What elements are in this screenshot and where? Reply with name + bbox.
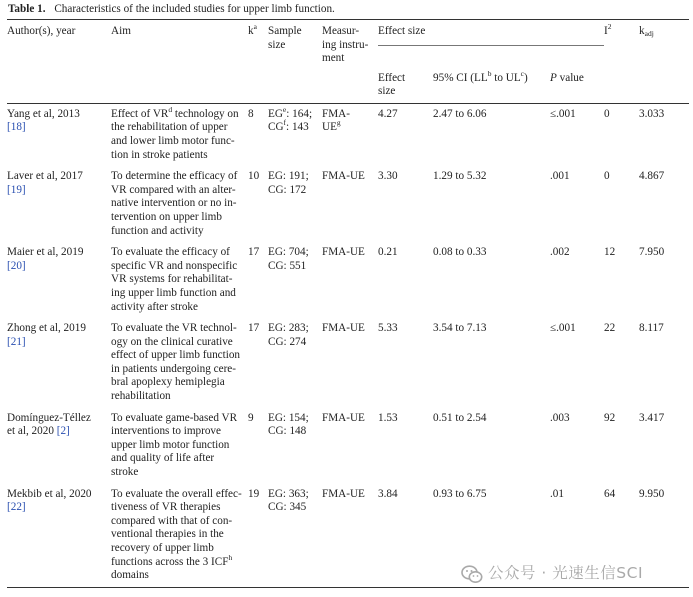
header-aim: Aim xyxy=(111,20,248,104)
studies-table xyxy=(7,19,689,588)
header-row-1 xyxy=(7,20,689,46)
header-i2: $I^2$ xyxy=(604,20,639,104)
author-cell: Yang et al, 2013 [18] xyxy=(7,107,80,134)
kadj-cell: 3.033 xyxy=(639,107,665,120)
header-p-value: P value xyxy=(550,45,604,103)
kadj-cell: 9.950 xyxy=(639,484,689,588)
author-cell: Mekbib et al, 2020 [22] xyxy=(7,484,111,588)
i2-cell: 0 xyxy=(604,170,610,183)
table-caption xyxy=(8,2,688,16)
reference-link[interactable]: [20] xyxy=(7,259,26,272)
aim-cell: To determine the efficacy of VR compared with an alter- native intervention or no in- tervention on upper limb function and activity xyxy=(111,170,238,237)
header-measuring-instrument: Measur- ing instru- ment xyxy=(322,20,378,104)
k-cell: 17 xyxy=(248,246,260,259)
table-title: Characteristics of the included studies for upper limb function. xyxy=(54,3,335,15)
aim-cell: To evaluate the VR technol- ogy on the clinical curative effect of upper limb function in patients undergoing cere- bral apoplexy hemiplegia rehabilitation xyxy=(111,322,241,403)
author-cell: Zhong et al, 2019 [21] xyxy=(7,322,86,348)
ci-cell: 1.29 to 5.32 xyxy=(433,170,487,183)
kadj-cell: 7.950 xyxy=(639,246,665,259)
p-cell: .01 xyxy=(550,484,604,588)
ci-cell: 0.51 to 2.54 xyxy=(433,411,487,424)
table-row xyxy=(7,408,689,484)
header-effect-size-group: Effect size xyxy=(378,20,604,46)
aim-cell: To evaluate the overall effec- tiveness of VR therapies compared with that of con- ventional therapies in the recovery of upper limb functions across the 3 ICF$^h$ domains xyxy=(111,484,248,588)
author-cell: Domínguez-Téllez et al, 2020 [2] xyxy=(7,411,91,438)
measure-cell: FMA-UE xyxy=(322,484,378,588)
author-cell: Laver et al, 2017 [19] xyxy=(7,170,83,196)
aim-cell: To evaluate game-based VR interventions to improve upper limb motor function and quality of life after stroke xyxy=(111,411,238,479)
ci-cell: 2.47 to 6.06 xyxy=(433,107,487,120)
sample-cell: EG: 704; CG: 551 xyxy=(268,246,309,272)
table-row xyxy=(7,318,689,408)
header-sample-size: Sample size xyxy=(268,20,322,104)
table-row xyxy=(7,242,689,318)
sample-cell: $EG^e$: 164; $CG^f$: 143 xyxy=(268,104,313,134)
header-ci: 95% CI ($LL^b$ to $UL^c$) xyxy=(433,45,550,103)
header-effect-size: Effect size xyxy=(378,45,433,103)
i2-cell: 64 xyxy=(604,484,639,588)
effect-cell: 3.84 xyxy=(378,484,433,588)
measure-cell: FMA-UE xyxy=(322,322,365,335)
k-cell: 10 xyxy=(248,170,260,183)
aim-cell: To evaluate the efficacy of specific VR and nonspecific VR systems for rehabilitat- ing upper limb function and activity after stroke xyxy=(111,246,238,313)
header-author: Author(s), year xyxy=(7,20,111,104)
sample-cell: EG: 283; CG: 274 xyxy=(268,322,309,348)
p-cell: .001 xyxy=(550,170,570,183)
reference-link[interactable]: [18] xyxy=(7,121,26,134)
measure-cell: FMA-UE xyxy=(322,170,365,183)
ci-cell: 3.54 to 7.13 xyxy=(433,322,487,335)
table-row xyxy=(7,166,689,242)
k-cell: 19 xyxy=(248,484,268,588)
ci-cell: 0.93 to 6.75 xyxy=(433,484,550,588)
effect-cell: 0.21 xyxy=(378,246,398,259)
measure-cell: FMA-UE xyxy=(322,246,365,259)
reference-link[interactable]: [2] xyxy=(56,425,70,438)
sample-cell: EG: 154; CG: 148 xyxy=(268,411,309,438)
k-cell: 17 xyxy=(248,322,260,335)
watermark-text: 公众号 · 光速生信SCI xyxy=(488,564,644,583)
effect-cell: 1.53 xyxy=(378,411,398,424)
effect-cell: 5.33 xyxy=(378,322,398,335)
table-row xyxy=(7,103,689,166)
author-cell: Maier et al, 2019 [20] xyxy=(7,246,84,272)
effect-cell: 4.27 xyxy=(378,107,398,120)
p-cell: .003 xyxy=(550,411,570,424)
measure-cell: FMA- $UE^g$ xyxy=(322,107,350,134)
kadj-cell: 3.417 xyxy=(639,411,665,424)
p-cell: ≤.001 xyxy=(550,107,576,120)
effect-cell: 3.30 xyxy=(378,170,398,183)
p-cell: ≤.001 xyxy=(550,322,576,335)
k-cell: 8 xyxy=(248,107,254,120)
kadj-cell: 8.117 xyxy=(639,322,664,335)
reference-link[interactable]: [21] xyxy=(7,335,26,348)
wechat-icon xyxy=(461,565,483,584)
kadj-cell: 4.867 xyxy=(639,170,665,183)
reference-link[interactable]: [19] xyxy=(7,183,26,196)
table-number: Table 1. xyxy=(8,3,46,15)
measure-cell: FMA-UE xyxy=(322,411,365,424)
reference-link[interactable]: [22] xyxy=(7,501,26,514)
k-cell: 9 xyxy=(248,411,254,424)
ci-cell: 0.08 to 0.33 xyxy=(433,246,487,259)
aim-cell: Effect of $VR^d$ technology on the rehabilitation of upper and lower limb motor func- tion in stroke patients xyxy=(111,104,239,161)
i2-cell: 12 xyxy=(604,246,616,259)
sample-cell: EG: 363; CG: 345 xyxy=(268,484,322,588)
watermark xyxy=(461,563,643,585)
sample-cell: EG: 191; CG: 172 xyxy=(268,170,309,196)
i2-cell: 22 xyxy=(604,322,616,335)
header-kadj: kadj xyxy=(639,20,689,104)
header-k: $k^a$ xyxy=(248,20,268,104)
i2-cell: 92 xyxy=(604,411,616,424)
p-cell: .002 xyxy=(550,246,570,259)
i2-cell: 0 xyxy=(604,107,610,120)
